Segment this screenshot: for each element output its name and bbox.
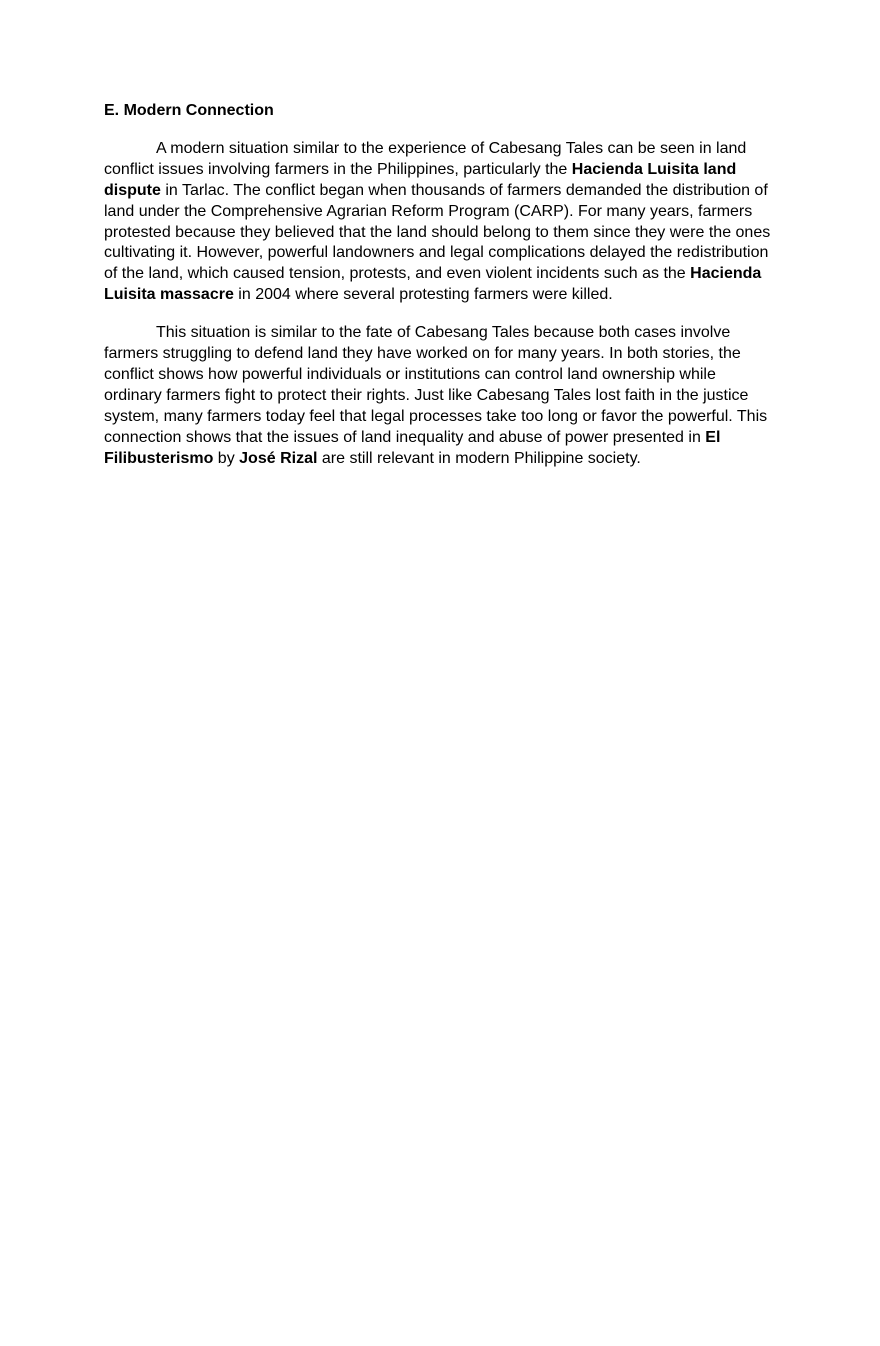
- text-segment: by: [213, 449, 240, 467]
- text-segment: in 2004 where several protesting farmers were killed.: [233, 286, 613, 304]
- text-segment: are still relevant in modern Philippine society.: [317, 449, 641, 467]
- text-segment: in Tarlac. The conflict began when thousands of farmers demanded the distribution of land under the Comprehensive Agrarian Reform Program (CARP). For many years, farmers protested because they believed that the land should belong to them since they were the ones cultivating it. However, powerful landowners and legal complications delayed the redistribution of the land, which caused tension, protests, and even violent incidents such as the: [104, 181, 771, 283]
- document-page: [104, 101, 776, 487]
- paragraph-2: [104, 323, 776, 469]
- bold-term-hacienda-luisita-massacre: Hacienda Luisita massacre: [104, 265, 762, 304]
- bold-term-jose-rizal: José Rizal: [239, 449, 318, 467]
- text-segment: A modern situation similar to the experience of Cabesang Tales can be seen in land conflict issues involving farmers in the Philippines, particularly the: [104, 139, 747, 178]
- paragraph-1: [104, 139, 776, 306]
- text-segment: This situation is similar to the fate of Cabesang Tales because both cases involve farmers struggling to defend land they have worked on for many years. In both stories, the conflict shows how powerful individuals or institutions can control land ownership while ordinary farmers fight to protect their rights. Just like Cabesang Tales lost faith in the justice system, many farmers today feel that legal processes take too long or favor the powerful. This connection shows that the issues of land inequality and abuse of power presented in: [104, 324, 768, 446]
- bold-term-hacienda-luisita-land-dispute: Hacienda Luisita land dispute: [104, 160, 737, 199]
- bold-term-el-filibusterismo: El Filibusterismo: [104, 428, 721, 467]
- section-heading: E. Modern Connection: [104, 102, 274, 119]
